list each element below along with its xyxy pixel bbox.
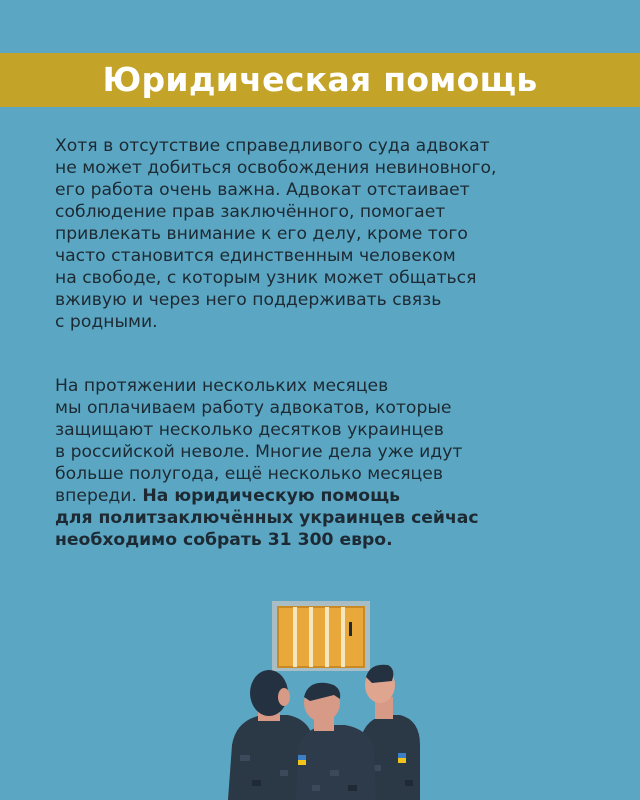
paragraph-2	[55, 375, 595, 551]
highlight-line: для политзаключённых украинцев сейчас	[55, 508, 479, 528]
barred-window	[272, 601, 370, 671]
paragraph-1	[55, 135, 595, 333]
prisoner-figure	[296, 683, 376, 800]
paragraph-line: привлекать внимание к его делу, кроме того	[55, 224, 468, 244]
paragraph-line: больше полугода, ещё несколько месяцев	[55, 464, 443, 484]
paragraph-text: впереди.	[55, 486, 143, 506]
paragraph-line: вживую и через него поддерживать связь	[55, 290, 442, 310]
paragraph-line: Хотя в отсутствие справедливого суда адвокат	[55, 136, 490, 156]
page-title: Юридическая помощь	[102, 60, 538, 99]
paragraph-line: часто становится единственным человеком	[55, 246, 456, 266]
paragraph-line: его работа очень важна. Адвокат отстаивает	[55, 180, 470, 200]
paragraph-line: с родными.	[55, 312, 158, 332]
paragraph-line: не может добиться освобождения невиновного,	[55, 158, 497, 178]
paragraph-line: соблюдение прав заключённого, помогает	[55, 202, 446, 222]
prisoners-illustration	[0, 585, 640, 800]
paragraph-line-mixed	[55, 485, 595, 507]
paragraph-line: мы оплачиваем работу адвокатов, которые	[55, 398, 452, 418]
paragraph-line: На протяжении нескольких месяцев	[55, 376, 389, 396]
paragraph-line: в российской неволе. Многие дела уже идут	[55, 442, 463, 462]
highlight-text: На юридическую помощь	[142, 486, 400, 506]
highlight-line: необходимо собрать 31 300 евро.	[55, 530, 393, 550]
paragraph-line: на свободе, с которым узник может общаться	[55, 268, 477, 288]
paragraph-line: защищают несколько десятков украинцев	[55, 420, 444, 440]
title-banner	[0, 53, 640, 107]
